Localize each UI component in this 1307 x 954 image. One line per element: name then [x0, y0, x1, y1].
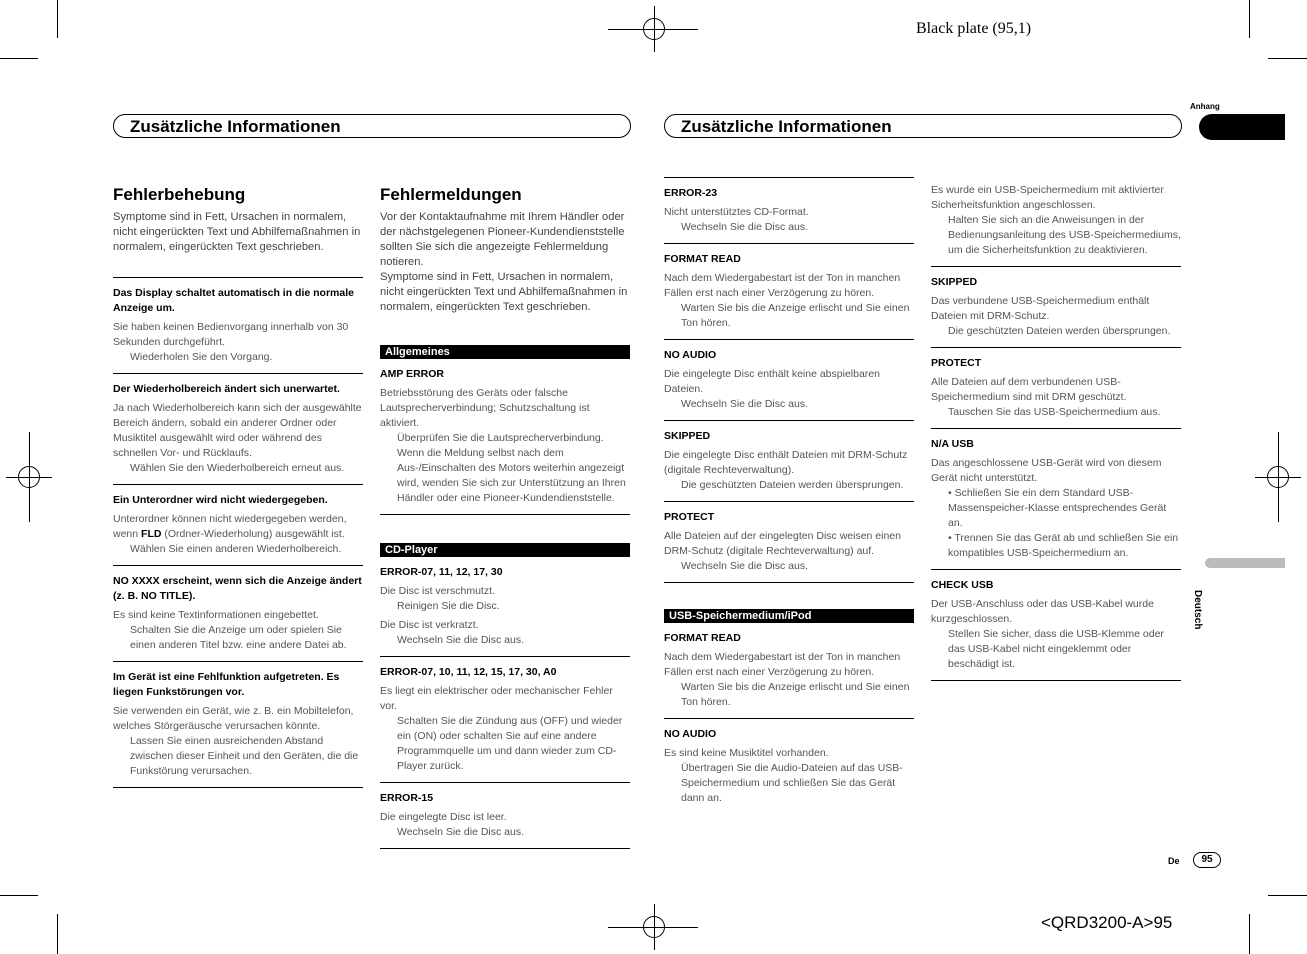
- side-tab-gray: [1205, 558, 1285, 568]
- cause: Betriebsstörung des Geräts oder falsche Lautsprecherverbindung; Schutzschaltung ist aktiviert.: [380, 387, 590, 429]
- category-header: Allgemeines: [380, 345, 630, 359]
- cause: Ja nach Wiederholbereich kann sich der ausgewählte Bereich ändern, sobald ein anderer Ordner oder Musiktitel ausgewählt wird oder während des schnellen Vor- und Rücklaufs.: [113, 402, 362, 459]
- cause: Alle Dateien auf dem verbundenen USB-Speichermedium sind mit DRM geschützt.: [931, 376, 1127, 403]
- remedy: Übertragen Sie die Audio-Dateien auf das USB-Speichermedium und schließen Sie das Gerät dann an.: [681, 762, 903, 804]
- remedy: Stellen Sie sicher, dass die USB-Klemme oder das USB-Kabel nicht eingeklemmt oder beschädigt ist.: [948, 628, 1164, 670]
- symptom: NO XXXX erscheint, wenn sich die Anzeige ändert (z. B. NO TITLE).: [113, 575, 362, 602]
- entry: [931, 183, 1181, 266]
- remedy: Schalten Sie die Anzeige um oder spielen Sie einen anderen Titel bzw. eine andere Datei ab.: [130, 624, 347, 651]
- entry: [664, 339, 914, 420]
- entry: [931, 428, 1181, 569]
- entry: [664, 420, 914, 501]
- category-header: CD-Player: [380, 543, 630, 557]
- cause: Die eingelegte Disc ist leer.: [380, 811, 507, 823]
- error-title: N/A USB: [931, 438, 974, 450]
- document-code: <QRD3200-A>95: [1041, 913, 1173, 932]
- symptom: Der Wiederholbereich ändert sich unerwartet.: [113, 383, 340, 395]
- crop-mark: [1268, 58, 1307, 59]
- entry: [664, 718, 914, 814]
- error-title: ERROR-07, 10, 11, 12, 15, 17, 30, A0: [380, 666, 557, 678]
- cause: Das angeschlossene USB-Gerät wird von diesem Gerät nicht unterstützt.: [931, 457, 1162, 484]
- entry: [931, 569, 1181, 681]
- remedy: Überprüfen Sie die Lautsprecherverbindung.: [397, 432, 604, 444]
- cause: Es sind keine Musiktitel vorhanden.: [664, 747, 829, 759]
- entry: [380, 557, 630, 656]
- cause: Es liegt ein elektrischer oder mechanischer Fehler vor.: [380, 685, 613, 712]
- column-usb-errors: [931, 183, 1181, 681]
- symptom: Im Gerät ist eine Fehlfunktion aufgetreten. Es liegen Funkstörungen vor.: [113, 671, 340, 698]
- error-title: PROTECT: [931, 357, 982, 369]
- section-header-right: [664, 114, 1182, 138]
- language-tab-label: Deutsch: [1192, 590, 1203, 630]
- cause: Die Disc ist verschmutzt.: [380, 585, 495, 597]
- cause: Die eingelegte Disc enthält Dateien mit DRM-Schutz (digitale Rechteverwaltung).: [664, 449, 908, 476]
- remedy: Halten Sie sich an die Anweisungen in der Bedienungsanleitung des USB-Speichermediums, um die Sicherheitsfunktion zu deaktivieren.: [948, 214, 1181, 256]
- error-title: ERROR-15: [380, 792, 434, 804]
- entry: [113, 277, 363, 373]
- heading-fehlermeldungen: Fehlermeldungen: [380, 185, 522, 204]
- remedy: Wechseln Sie die Disc aus.: [397, 634, 525, 646]
- crop-mark: [0, 58, 38, 59]
- cause: Es wurde ein USB-Speichermedium mit aktivierter Sicherheitsfunktion angeschlossen.: [931, 184, 1164, 211]
- remedy: Wechseln Sie die Disc aus.: [681, 560, 809, 572]
- remedy: Warten Sie bis die Anzeige erlischt und Sie einen Ton hören.: [681, 302, 910, 329]
- crop-mark: [0, 895, 38, 896]
- remedy: Wählen Sie den Wiederholbereich erneut aus.: [130, 462, 345, 474]
- side-tab-label: Anhang: [1190, 102, 1220, 111]
- crop-mark: [57, 0, 58, 38]
- error-title: NO AUDIO: [664, 728, 717, 740]
- column-error-messages: [380, 185, 630, 849]
- cause: Sie haben keinen Bedienvorgang innerhalb von 30 Sekunden durchgeführt.: [113, 321, 349, 348]
- error-title: AMP ERROR: [380, 368, 444, 380]
- entry: [113, 565, 363, 661]
- cause: Der USB-Anschluss oder das USB-Kabel wurde kurzgeschlossen.: [931, 598, 1154, 625]
- error-title: PROTECT: [664, 511, 715, 523]
- crop-mark: [57, 914, 58, 954]
- remedy: Die geschützten Dateien werden übersprungen.: [681, 479, 904, 491]
- error-title: ERROR-23: [664, 187, 718, 199]
- symptom: Das Display schaltet automatisch in die normale Anzeige um.: [113, 287, 354, 314]
- remedy: Wechseln Sie die Disc aus.: [681, 221, 809, 233]
- entry: [931, 266, 1181, 347]
- cause: Unterordner können nicht wiedergegeben werden, wenn FLD (Ordner-Wiederholung) ausgewählt ist.: [113, 513, 347, 540]
- entry: [380, 782, 630, 849]
- side-tab-black: [1199, 114, 1285, 140]
- remedy: Die geschützten Dateien werden übersprungen.: [948, 325, 1171, 337]
- remedy: Schalten Sie die Zündung aus (OFF) und wieder ein (ON) oder schalten Sie auf eine andere Programmquelle um und dann wieder zum CD-Player zurück.: [397, 715, 623, 772]
- section-header-left: [113, 114, 631, 138]
- remedy: Warten Sie bis die Anzeige erlischt und Sie einen Ton hören.: [681, 681, 910, 708]
- column-errors-cd-usb: [664, 177, 914, 814]
- entry: [380, 359, 630, 515]
- cause: Es sind keine Textinformationen eingebettet.: [113, 609, 319, 621]
- entry: [380, 656, 630, 782]
- remedy: Lassen Sie einen ausreichenden Abstand zwischen dieser Einheit und den Geräten, die die Funkstörung verursachen.: [130, 735, 359, 777]
- column-troubleshooting: [113, 185, 363, 788]
- section-title: Zusätzliche Informationen: [130, 117, 341, 136]
- page-number: 95: [1193, 852, 1221, 868]
- crop-mark: [1268, 895, 1307, 896]
- cause: Nach dem Wiedergabestart ist der Ton in manchen Fällen erst nach einer Verzögerung zu hören.: [664, 651, 901, 678]
- section-title: Zusätzliche Informationen: [681, 117, 892, 136]
- remedy: Reinigen Sie die Disc.: [397, 600, 500, 612]
- error-title: FORMAT READ: [664, 253, 741, 265]
- crop-mark: [1249, 0, 1250, 38]
- intro-text: Symptome sind in Fett, Ursachen in normalem, nicht eingerückten Text und Abhilfemaßnahmen in normalem, eingerückten Text geschrieben.: [113, 211, 361, 253]
- cause: Sie verwenden ein Gerät, wie z. B. ein Mobiltelefon, welches Störgeräusche verursachen könnte.: [113, 705, 354, 732]
- category-header: USB-Speichermedium/iPod: [664, 609, 914, 623]
- remedy: Wechseln Sie die Disc aus.: [681, 398, 809, 410]
- remedy: Wenn die Meldung selbst nach dem Aus-/Einschalten des Motors weiterhin angezeigt wird, wenden Sie sich zur Unterstützung an Ihren Händler oder eine Pioneer-Kundendienststelle.: [397, 447, 626, 504]
- remedy: Wählen Sie einen anderen Wiederholbereich.: [130, 543, 342, 555]
- symptom: Ein Unterordner wird nicht wiedergegeben.: [113, 494, 328, 506]
- entry: [664, 501, 914, 583]
- entry: [664, 177, 914, 243]
- cause: Alle Dateien auf der eingelegten Disc weisen einen DRM-Schutz (digitale Rechteverwaltung) auf.: [664, 530, 901, 557]
- error-title: FORMAT READ: [664, 632, 741, 644]
- bullet-item: • Trennen Sie das Gerät ab und schließen Sie ein kompatibles USB-Speichermedium an.: [948, 532, 1179, 559]
- error-title: CHECK USB: [931, 579, 994, 591]
- bullet-item: • Schließen Sie ein dem Standard USB-Massenspeicher-Klasse entsprechendes Gerät an.: [948, 487, 1167, 529]
- entry: [664, 623, 914, 718]
- entry: [664, 243, 914, 339]
- cause: Die Disc ist verkratzt.: [380, 619, 479, 631]
- intro-text: Vor der Kontaktaufnahme mit Ihrem Händler oder der nächstgelegenen Pioneer-Kundendienststelle sollten Sie sich die angezeigte Fehlermeldung notieren.: [380, 211, 625, 268]
- error-title: SKIPPED: [931, 276, 978, 288]
- language-code: De: [1168, 856, 1180, 866]
- black-plate-label: Black plate (95,1): [916, 20, 1032, 37]
- entry: [113, 661, 363, 788]
- cause: Das verbundene USB-Speichermedium enthält Dateien mit DRM-Schutz.: [931, 295, 1150, 322]
- error-title: NO AUDIO: [664, 349, 717, 361]
- entry: [113, 373, 363, 484]
- remedy: Tauschen Sie das USB-Speichermedium aus.: [948, 406, 1161, 418]
- heading-fehlerbehebung: Fehlerbehebung: [113, 185, 246, 204]
- cause: Nicht unterstütztes CD-Format.: [664, 206, 809, 218]
- cause: Die eingelegte Disc enthält keine abspielbaren Dateien.: [664, 368, 880, 395]
- error-title: SKIPPED: [664, 430, 711, 442]
- crop-mark: [1249, 914, 1250, 954]
- error-title: ERROR-07, 11, 12, 17, 30: [380, 566, 503, 578]
- remedy: Wiederholen Sie den Vorgang.: [130, 351, 273, 363]
- entry: [113, 484, 363, 565]
- entry: [931, 347, 1181, 428]
- intro-text: Symptome sind in Fett, Ursachen in normalem, nicht eingerückten Text und Abhilfemaßnahmen in normalem, eingerückten Text geschrieben.: [380, 271, 628, 313]
- cause: Nach dem Wiedergabestart ist der Ton in manchen Fällen erst nach einer Verzögerung zu hören.: [664, 272, 901, 299]
- remedy: Wechseln Sie die Disc aus.: [397, 826, 525, 838]
